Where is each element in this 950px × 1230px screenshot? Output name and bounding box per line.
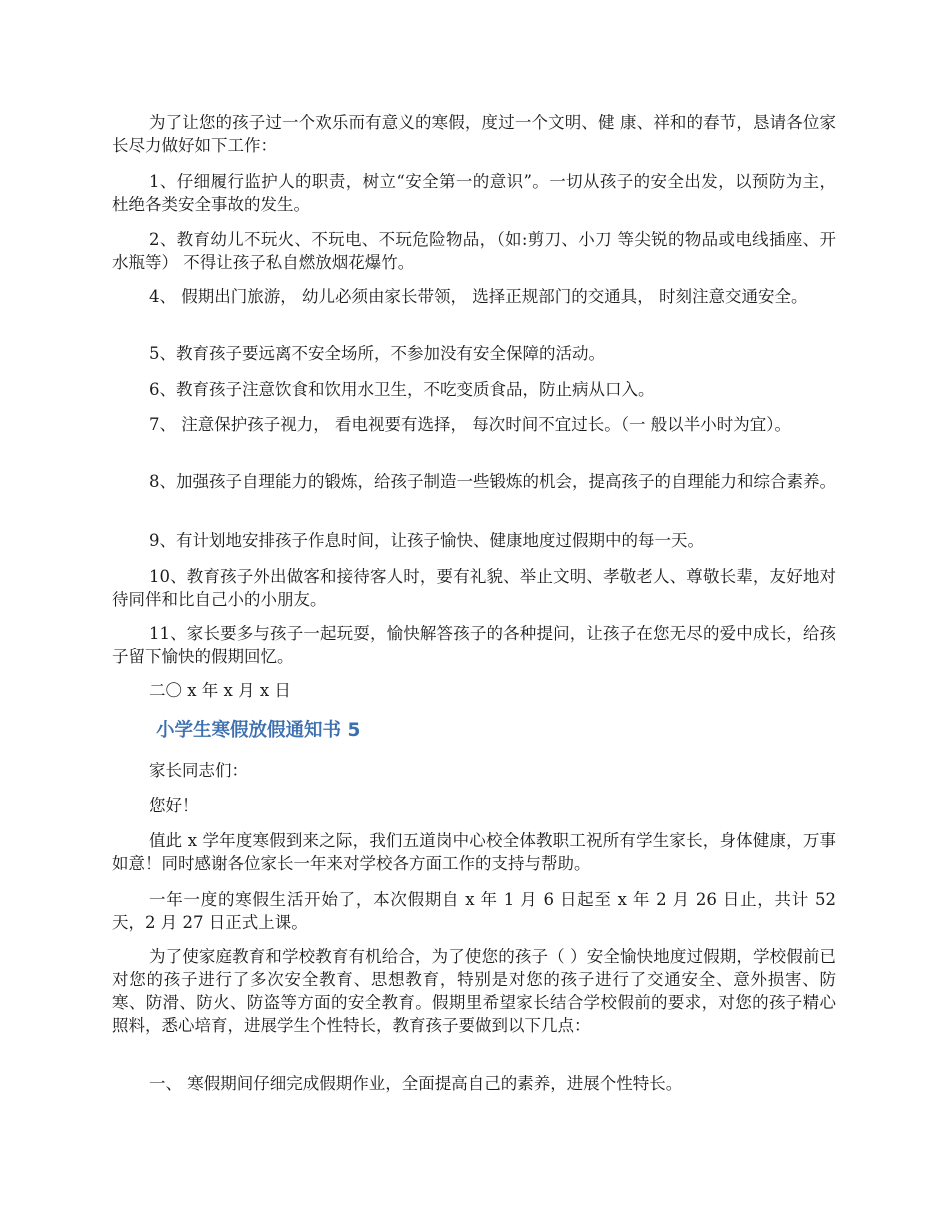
list-item: 5、教育孩子要远离不安全场所，不参加没有安全保障的活动。: [149, 344, 605, 363]
body-paragraph: 为了使家庭教育和学校教育有机给合，为了使您的孩子（ ）安全愉快地度过假期，学校假前已对您的孩子进行了多次安全教育、思想教育，特别是对您的孩子进行了交通安全、意外损害、防寒、防滑、防火、防盗等方面的安全教育。假期里希望家长结合学校假前的要求，对您的孩子精心照料，悉心培育，进展学生个性特长，教育孩子要做到以下几点：: [112, 947, 836, 1035]
list-item: 9、有计划地安排孩子作息时间，让孩子愉快、健康地度过假期中的每一天。: [149, 531, 704, 550]
intro-paragraph: 为了让您的孩子过一个欢乐而有意义的寒假，度过一个文明、健 康、祥和的春节，恳请各位家长尽力做好如下工作：: [112, 113, 836, 155]
date-line: 二〇 x 年 x 月 x 日: [149, 681, 291, 700]
list-item: 6、教育孩子注意饮食和饮用水卫生，不吃变质食品，防止病从口入。: [149, 380, 655, 399]
list-item: 1、仔细履行监护人的职责，树立“安全第一的意识”。一切从孩子的安全出发，以预防为主，杜绝各类安全事故的发生。: [112, 172, 836, 214]
body-paragraph: 一、 寒假期间仔细完成假期作业，全面提高自己的素养，进展个性特长。: [149, 1074, 683, 1093]
list-item: 11、家长要多与孩子一起玩耍，愉快解答孩子的各种提问，让孩子在您无尽的爱中成长，给孩子留下愉快的假期回忆。: [112, 624, 836, 666]
list-item: 10、教育孩子外出做客和接待客人时，要有礼貌、举止文明、孝敬老人、尊敬长辈，友好地对待同伴和比自己小的小朋友。: [112, 567, 836, 609]
list-item: 2、教育幼儿不玩火、不玩电、不玩危险物品，（如:剪刀、小刀 等尖锐的物品或电线插座、开水瓶等） 不得让孩子私自燃放烟花爆竹。: [112, 230, 836, 272]
salutation: 家长同志们：: [149, 761, 248, 780]
greeting: 您好！: [149, 796, 199, 815]
list-item: 4、 假期出门旅游， 幼儿必须由家长带领， 选择正规部门的交通具， 时刻注意交通安全。: [149, 287, 808, 306]
section-heading: 小学生寒假放假通知书 5: [156, 720, 361, 741]
list-item: 7、 注意保护孩子视力， 看电视要有选择， 每次时间不宜过长。（一 般以半小时为宜）。: [149, 415, 791, 434]
list-item: 8、加强孩子自理能力的锻炼，给孩子制造一些锻炼的机会，提高孩子的自理能力和综合素养。: [149, 472, 836, 491]
body-paragraph: 值此 x 学年度寒假到来之际，我们五道岗中心校全体教职工祝所有学生家长，身体健康，万事如意！同时感谢各位家长一年来对学校各方面工作的支持与帮助。: [112, 831, 836, 873]
body-paragraph: 一年一度的寒假生活开始了，本次假期自 x 年 1 月 6 日起至 x 年 2 月 26 日止，共计 52 天，2 月 27 日正式上课。: [112, 890, 836, 932]
